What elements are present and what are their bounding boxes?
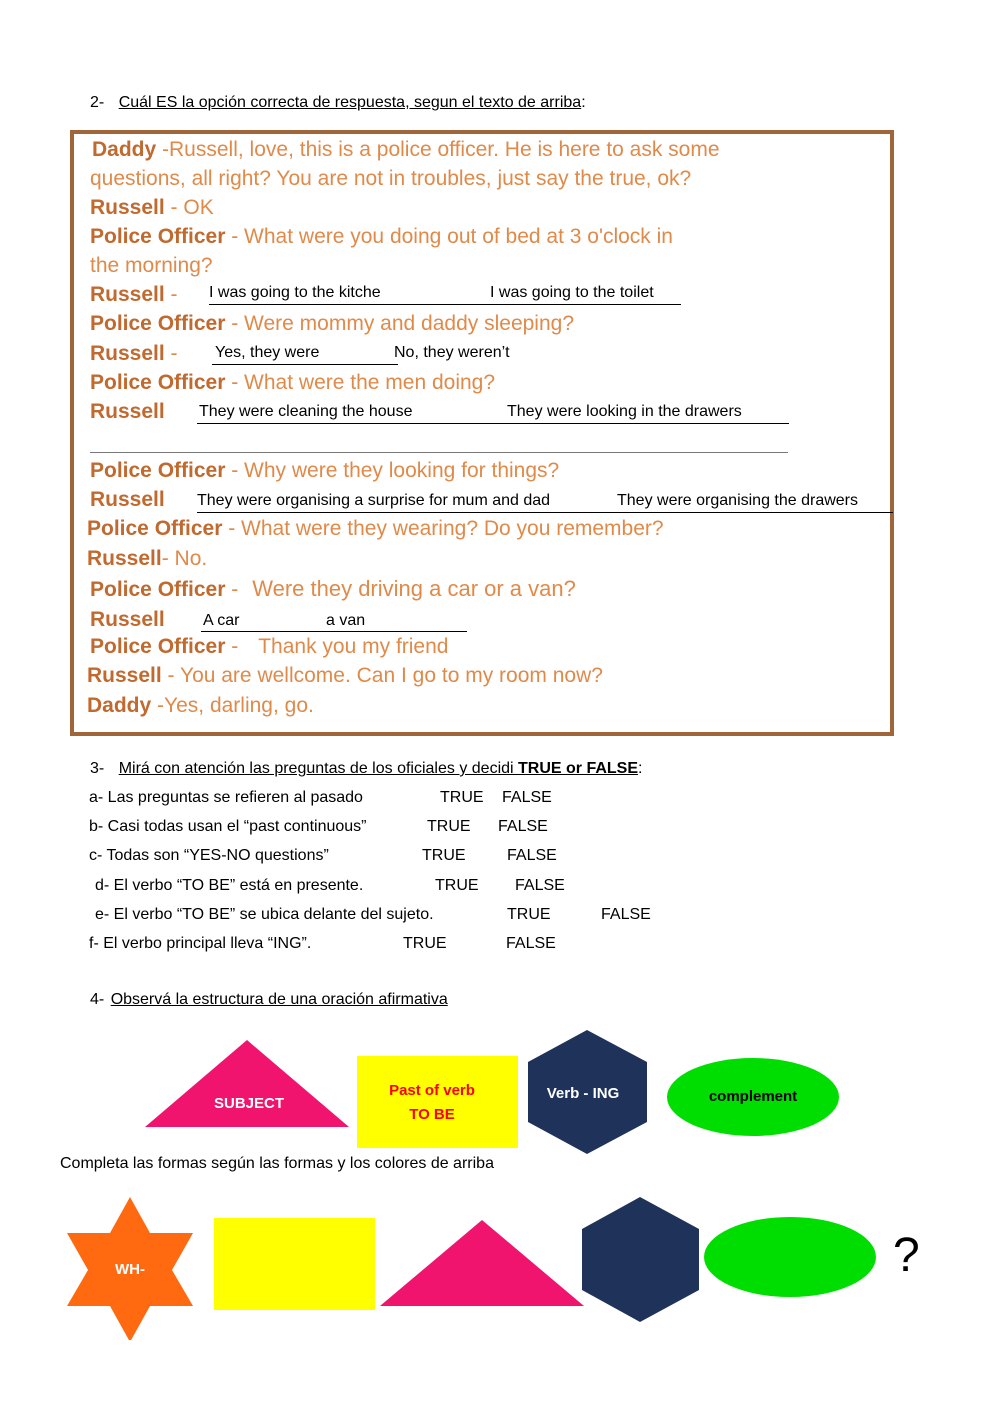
question-3-number: 3- bbox=[90, 760, 105, 777]
dialog-line-14 bbox=[87, 547, 207, 571]
false-option[interactable]: FALSE bbox=[506, 935, 556, 952]
question-4-heading bbox=[90, 991, 448, 1009]
answer-option[interactable]: No, they weren’t bbox=[394, 344, 510, 361]
dialog-line-15 bbox=[90, 576, 576, 602]
question-4-number: 4- bbox=[90, 991, 105, 1008]
question-2-heading bbox=[90, 94, 586, 112]
dialog-line-17 bbox=[90, 635, 448, 659]
complete-instruction: Completa las formas según las formas y los colores de arriba bbox=[60, 1155, 494, 1172]
past-of-verb-label: Past of verb bbox=[389, 1082, 475, 1099]
speaker-russell: Russell bbox=[90, 608, 165, 631]
subject-triangle bbox=[145, 1040, 349, 1127]
dialog-line-1 bbox=[92, 138, 720, 162]
speaker-russell: Russell bbox=[87, 547, 162, 570]
dialog-line-19 bbox=[87, 694, 314, 718]
past-of-to-be-rectangle bbox=[357, 1056, 518, 1148]
dialog-text: - bbox=[164, 342, 178, 365]
dialog-reply: Thank you my friend bbox=[258, 635, 449, 658]
answer-option[interactable]: They were organising the drawers bbox=[617, 492, 859, 509]
dialog-text: - OK bbox=[164, 196, 214, 219]
tf-item-label: a- Las preguntas se refieren al pasado bbox=[89, 789, 363, 806]
false-option[interactable]: FALSE bbox=[601, 906, 651, 923]
question-3-colon: : bbox=[638, 760, 643, 777]
dialog-text: - What were the men doing? bbox=[225, 371, 496, 394]
dialog-line-9 bbox=[90, 371, 495, 395]
speaker-police-officer: Police Officer bbox=[90, 578, 226, 601]
dialog-text: - bbox=[225, 578, 239, 601]
tf-item-label: d- El verbo “TO BE” está en presente. bbox=[95, 877, 364, 894]
true-option[interactable]: TRUE bbox=[440, 789, 484, 806]
true-option[interactable]: TRUE bbox=[435, 877, 479, 894]
dialog-line-11 bbox=[90, 459, 559, 483]
answer-option[interactable]: They were looking in the drawers bbox=[507, 403, 742, 420]
question-3-bold: TRUE or FALSE bbox=[518, 760, 639, 777]
answer-option[interactable]: A car bbox=[203, 612, 240, 629]
complement-label: complement bbox=[708, 1088, 798, 1105]
speaker-police-officer: Police Officer bbox=[90, 312, 226, 335]
answer-option[interactable]: a van bbox=[326, 612, 366, 629]
speaker-russell: Russell bbox=[87, 664, 162, 687]
dialog-question: Were they driving a car or a van? bbox=[252, 576, 576, 601]
dialog-text: the morning? bbox=[90, 254, 213, 277]
dialog-text: questions, all right? You are not in troubles, just say the true, ok? bbox=[90, 167, 692, 190]
speaker-police-officer: Police Officer bbox=[90, 371, 226, 394]
tf-item-label: f- El verbo principal lleva “ING”. bbox=[89, 935, 312, 952]
false-option[interactable]: FALSE bbox=[502, 789, 552, 806]
speaker-russell: Russell bbox=[90, 400, 165, 423]
speaker-russell: Russell bbox=[90, 283, 165, 306]
question-2-text: Cuál ES la opción correcta de respuesta, segun el texto de arriba bbox=[118, 94, 582, 111]
dialog-text: - bbox=[164, 283, 178, 306]
speaker-police-officer: Police Officer bbox=[90, 225, 226, 248]
answer-underline bbox=[201, 631, 467, 632]
false-option[interactable]: FALSE bbox=[498, 818, 548, 835]
dialog-text: -Yes, darling, go. bbox=[151, 694, 314, 717]
speaker-russell: Russell bbox=[90, 488, 165, 511]
dialog-line-8 bbox=[90, 342, 178, 366]
answer-option[interactable]: I was going to the kitche bbox=[209, 284, 381, 301]
tf-item-label: e- El verbo “TO BE” se ubica delante del sujeto. bbox=[95, 906, 434, 923]
blank-pink-triangle[interactable] bbox=[380, 1220, 584, 1306]
speaker-russell: Russell bbox=[90, 342, 165, 365]
dialog-text: - What were they wearing? Do you remember? bbox=[222, 517, 664, 540]
true-option[interactable]: TRUE bbox=[427, 818, 471, 835]
speaker-police-officer: Police Officer bbox=[87, 517, 223, 540]
speaker-russell: Russell bbox=[90, 196, 165, 219]
speaker-police-officer: Police Officer bbox=[90, 459, 226, 482]
true-option[interactable]: TRUE bbox=[422, 847, 466, 864]
answer-underline bbox=[212, 364, 398, 365]
dialog-text: - Were mommy and daddy sleeping? bbox=[225, 312, 575, 335]
question-mark: ? bbox=[893, 1229, 920, 1282]
answer-option[interactable]: They were cleaning the house bbox=[199, 403, 413, 420]
true-option[interactable]: TRUE bbox=[507, 906, 551, 923]
to-be-label: TO BE bbox=[409, 1106, 455, 1123]
dialog-line-5 bbox=[90, 254, 213, 278]
dialog-line-10 bbox=[90, 400, 165, 424]
dialog-text: - Why were they looking for things? bbox=[225, 459, 560, 482]
dialog-line-13 bbox=[87, 517, 664, 541]
blank-green-ellipse[interactable] bbox=[704, 1217, 876, 1297]
dialog-text: - You are wellcome. Can I go to my room now? bbox=[161, 664, 603, 687]
dialog-line-16 bbox=[90, 608, 165, 632]
question-3-heading bbox=[90, 760, 642, 778]
dialog-line-6 bbox=[90, 283, 178, 307]
tf-item-label: c- Todas son “YES-NO questions” bbox=[89, 847, 329, 864]
dialog-line-12 bbox=[90, 488, 165, 512]
wh-label: WH- bbox=[115, 1261, 145, 1278]
false-option[interactable]: FALSE bbox=[507, 847, 557, 864]
speaker-police-officer: Police Officer bbox=[90, 635, 226, 658]
answer-underline bbox=[197, 423, 789, 424]
answer-underline bbox=[209, 304, 681, 305]
dialog-line-18 bbox=[87, 664, 603, 688]
true-option[interactable]: TRUE bbox=[403, 935, 447, 952]
question-2-number: 2- bbox=[90, 94, 105, 111]
blank-yellow-rectangle[interactable] bbox=[214, 1218, 375, 1310]
answer-option[interactable]: Yes, they were bbox=[215, 344, 320, 361]
dialog-line-4 bbox=[90, 225, 673, 249]
question-2-colon: : bbox=[581, 94, 586, 111]
subject-label: SUBJECT bbox=[213, 1095, 284, 1112]
false-option[interactable]: FALSE bbox=[515, 877, 565, 894]
speaker-daddy: Daddy bbox=[87, 694, 152, 717]
answer-option[interactable]: They were organising a surprise for mum and dad bbox=[197, 492, 551, 509]
dialog-text: - No. bbox=[161, 547, 208, 570]
question-4-text: Observá la estructura de una oración afirmativa bbox=[110, 991, 448, 1008]
dialog-text: -Russell, love, this is a police officer. He is here to ask some bbox=[156, 138, 720, 161]
dialog-line-3 bbox=[90, 196, 214, 220]
answer-option[interactable]: I was going to the toilet bbox=[490, 284, 654, 301]
dialog-text: - What were you doing out of bed at 3 o'clock in bbox=[225, 225, 673, 248]
speaker-daddy: Daddy bbox=[92, 138, 157, 161]
blank-navy-hexagon[interactable] bbox=[582, 1197, 699, 1322]
verb-ing-label: Verb - ING bbox=[546, 1085, 620, 1102]
blank-line bbox=[90, 452, 788, 453]
question-3-text: Mirá con atención las preguntas de los oficiales y decidi bbox=[118, 760, 519, 777]
answer-underline bbox=[197, 512, 893, 513]
dialog-text: - bbox=[225, 635, 239, 658]
dialog-line-2 bbox=[90, 167, 691, 191]
dialog-line-7 bbox=[90, 312, 574, 336]
tf-item-label: b- Casi todas usan el “past continuous” bbox=[89, 818, 367, 835]
